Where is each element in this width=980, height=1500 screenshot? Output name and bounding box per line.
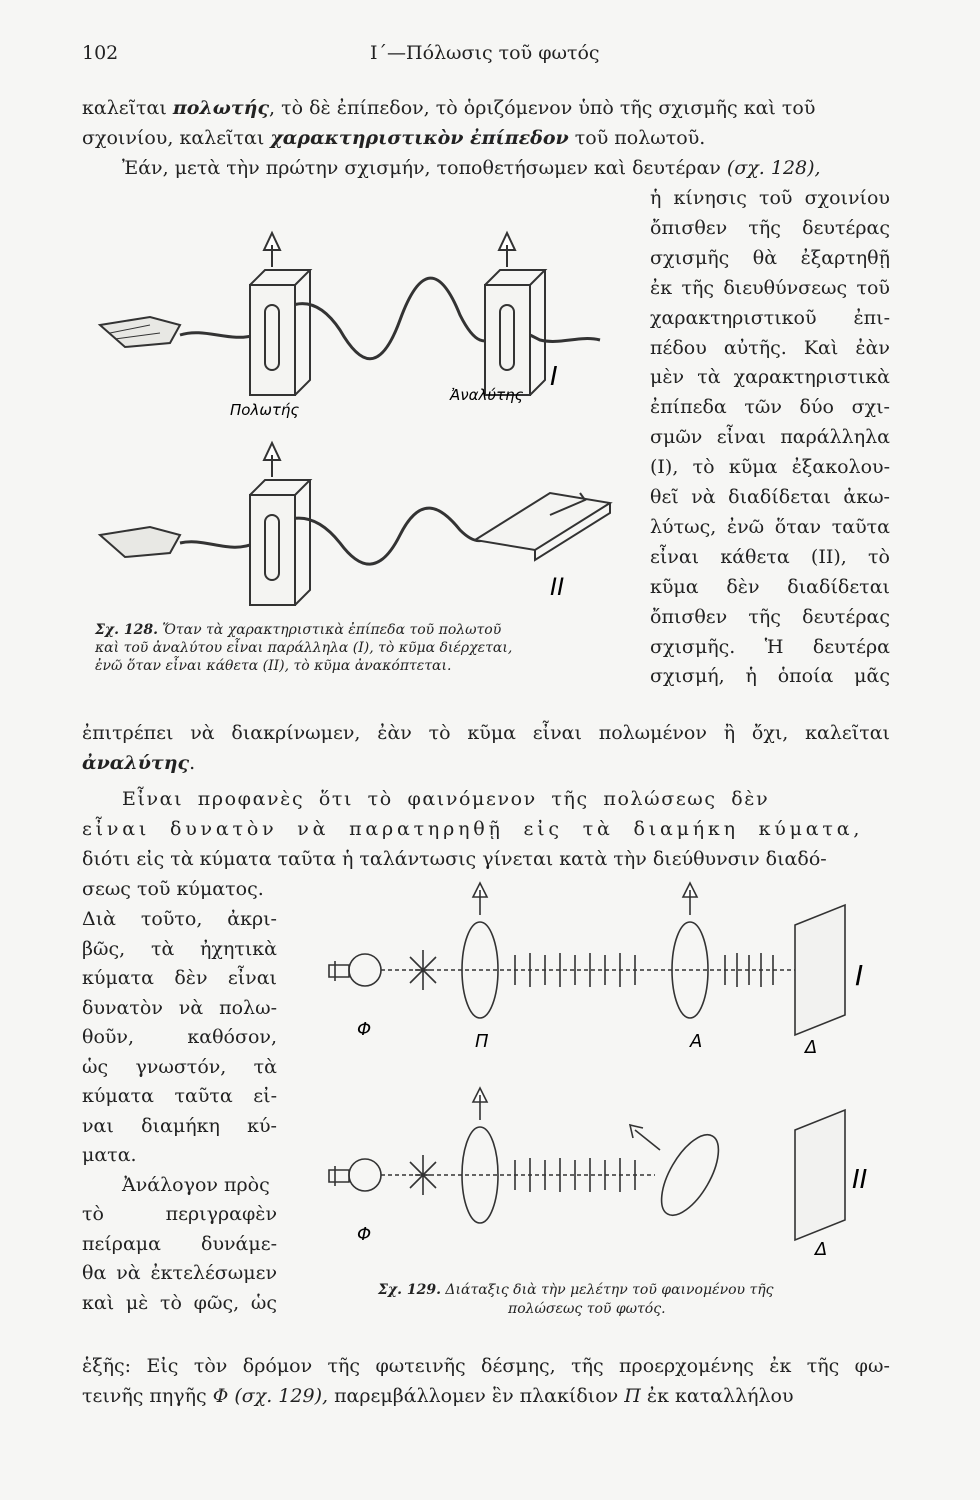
text-line: σχοινίου, καλεῖται χαρακτηριστικὸν ἐπίπεδον τοῦ πολωτοῦ. xyxy=(82,127,706,149)
left-text-line: πείραμα δυνάμε- xyxy=(82,1232,277,1255)
page-number: 102 xyxy=(82,42,119,64)
figure-128-caption: Σχ. 128. Ὅταν τὰ χαρακτηριστικὰ ἐπίπεδα τοῦ πολωτοῦ xyxy=(95,622,502,638)
left-text-line: ματα. xyxy=(82,1144,137,1166)
text-line: ἀναλύτης. xyxy=(82,752,196,774)
label-phi-bottom: Φ xyxy=(357,1224,372,1245)
side-text-line: σχισμῆς. Ἡ δευτέρα xyxy=(650,635,890,658)
side-text-line: ὄπισθεν τῆς δευτέρας xyxy=(650,216,890,239)
label-delta-bottom: Δ xyxy=(815,1239,828,1260)
side-text-line: θεῖ νὰ διαδίδεται ἀκω- xyxy=(650,486,890,508)
left-text-line: βῶς, τὰ ἠχητικὰ xyxy=(82,937,277,960)
left-text-line: Διὰ τοῦτο, ἀκρι- xyxy=(82,908,277,930)
text-line: σεως τοῦ κύματος. xyxy=(82,878,264,900)
figure-129-caption: Σχ. 129. Διάταξις διὰ τὴν μελέτην τοῦ φαινομένου τῆς xyxy=(378,1282,774,1298)
label-analyzer: Ἀναλύτης xyxy=(450,386,524,404)
label-polarizer: Πολωτής xyxy=(230,401,300,419)
text-line: τεινῆς πηγῆς Φ (σχ. 129), παρεμβάλλομεν ἓν πλακίδιον Π ἐκ καταλλήλου xyxy=(82,1385,794,1407)
running-title: Ι΄—Πόλωσις τοῦ φωτός xyxy=(370,42,600,64)
text-line: διότι εἰς τὰ κύματα ταῦτα ἡ ταλάντωσις γίνεται κατὰ τὴν διεύθυνσιν διαδό- xyxy=(82,848,827,870)
text-line: εἶναι δυνατὸν νὰ παρατηρηθῇ εἰς τὰ διαμήκη κύματα, xyxy=(82,818,864,840)
text-line: ἑξῆς: Εἰς τὸν δρόμον τῆς φωτεινῆς δέσμης, τῆς προερχομένης ἐκ τῆς φω- xyxy=(82,1355,890,1377)
side-text-line: ἐκ τῆς διευθύνσεως τοῦ xyxy=(650,276,890,299)
label-phi-top: Φ xyxy=(357,1019,372,1040)
side-text-line: εἶναι κάθετα (II), τὸ xyxy=(650,545,890,568)
label-A: Α xyxy=(690,1031,703,1052)
side-text-line: μὲν τὰ χαρακτηριστικὰ xyxy=(650,366,890,389)
term-characteristic-plane: χαρακτηριστικὸν ἐπίπεδον xyxy=(270,127,569,149)
text-line: Ἐάν, μετὰ τὴν πρώτην σχισμήν, τοποθετήσωμεν καὶ δευτέραν (σχ. 128), xyxy=(122,157,821,179)
caption-line: καὶ τοῦ ἀναλύτου εἶναι παράλληλα (I), τὸ κῦμα διέρχεται, xyxy=(95,640,513,656)
left-text-line: κύματα ταῦτα εἰ- xyxy=(82,1085,277,1107)
label-delta-top: Δ xyxy=(805,1037,818,1058)
side-text-line: σχισμή, ἡ ὁποία μᾶς xyxy=(650,665,890,688)
left-text-line: ναι διαμήκη κύ- xyxy=(82,1114,277,1137)
left-text-line: κύματα δὲν εἶναι xyxy=(82,967,277,989)
label-II: II xyxy=(550,573,565,601)
side-text-line: ὄπισθεν τῆς δευτέρας xyxy=(650,605,890,628)
left-text-line: τὸ περιγραφὲν xyxy=(82,1203,277,1225)
figure-129 xyxy=(325,885,885,1265)
figure-128 xyxy=(80,225,620,625)
side-text-line: σχισμῆς θὰ ἐξαρτηθῇ xyxy=(650,246,890,269)
side-text-line: πέδου αὐτῆς. Καὶ ἐὰν xyxy=(650,336,890,359)
side-text-line: λύτως, ἐνῶ ὅταν ταῦτα xyxy=(650,515,890,538)
left-text-line: δυνατὸν νὰ πολω- xyxy=(82,996,277,1019)
term-analyzer: ἀναλύτης xyxy=(82,752,190,774)
caption-line: ἐνῶ ὅταν εἶναι κάθετα (II), τὸ κῦμα ἀνακόπτεται. xyxy=(95,658,452,674)
side-text-line: ἐπίπεδα τῶν δύο σχι- xyxy=(650,396,890,419)
left-text-line: θοῦν, καθόσον, xyxy=(82,1026,277,1048)
text-line: Εἶναι προφανὲς ὅτι τὸ φαινόμενον τῆς πολώσεως δὲν xyxy=(122,788,770,810)
label-II-129: II xyxy=(852,1165,868,1195)
side-text-line: (I), τὸ κῦμα ἐξακολου- xyxy=(650,456,890,479)
side-text-line: σμῶν εἶναι παράλληλα xyxy=(650,426,890,449)
label-pi: Π xyxy=(475,1031,489,1052)
caption-line: πολώσεως τοῦ φωτός. xyxy=(508,1301,666,1317)
left-text-line: ὡς γνωστόν, τὰ xyxy=(82,1055,277,1078)
side-text-line: χαρακτηριστικοῦ ἐπι- xyxy=(650,306,890,329)
left-text-line: καὶ μὲ τὸ φῶς, ὡς xyxy=(82,1291,277,1314)
text-line: ἐπιτρέπει νὰ διακρίνωμεν, ἐὰν τὸ κῦμα εἶναι πολωμένον ἢ ὄχι, καλεῖται xyxy=(82,722,890,744)
label-I-129: I xyxy=(855,959,864,992)
text-line: καλεῖται πολωτής, τὸ δὲ ἐπίπεδον, τὸ ὁριζόμενον ὑπὸ τῆς σχισμῆς καὶ τοῦ xyxy=(82,97,816,119)
label-I: I xyxy=(550,362,558,392)
caption-number: Σχ. 129. xyxy=(378,1282,441,1298)
left-text-line: θα νὰ ἐκτελέσωμεν xyxy=(82,1262,277,1284)
caption-number: Σχ. 128. xyxy=(95,622,158,638)
side-text-line: ἡ κίνησις τοῦ σχοινίου xyxy=(650,187,890,209)
left-text-line: Ἀνάλογον πρὸς xyxy=(122,1173,270,1196)
side-text-line: κῦμα δὲν διαδίδεται xyxy=(650,575,890,598)
term-polarizer: πολωτής xyxy=(172,97,270,119)
